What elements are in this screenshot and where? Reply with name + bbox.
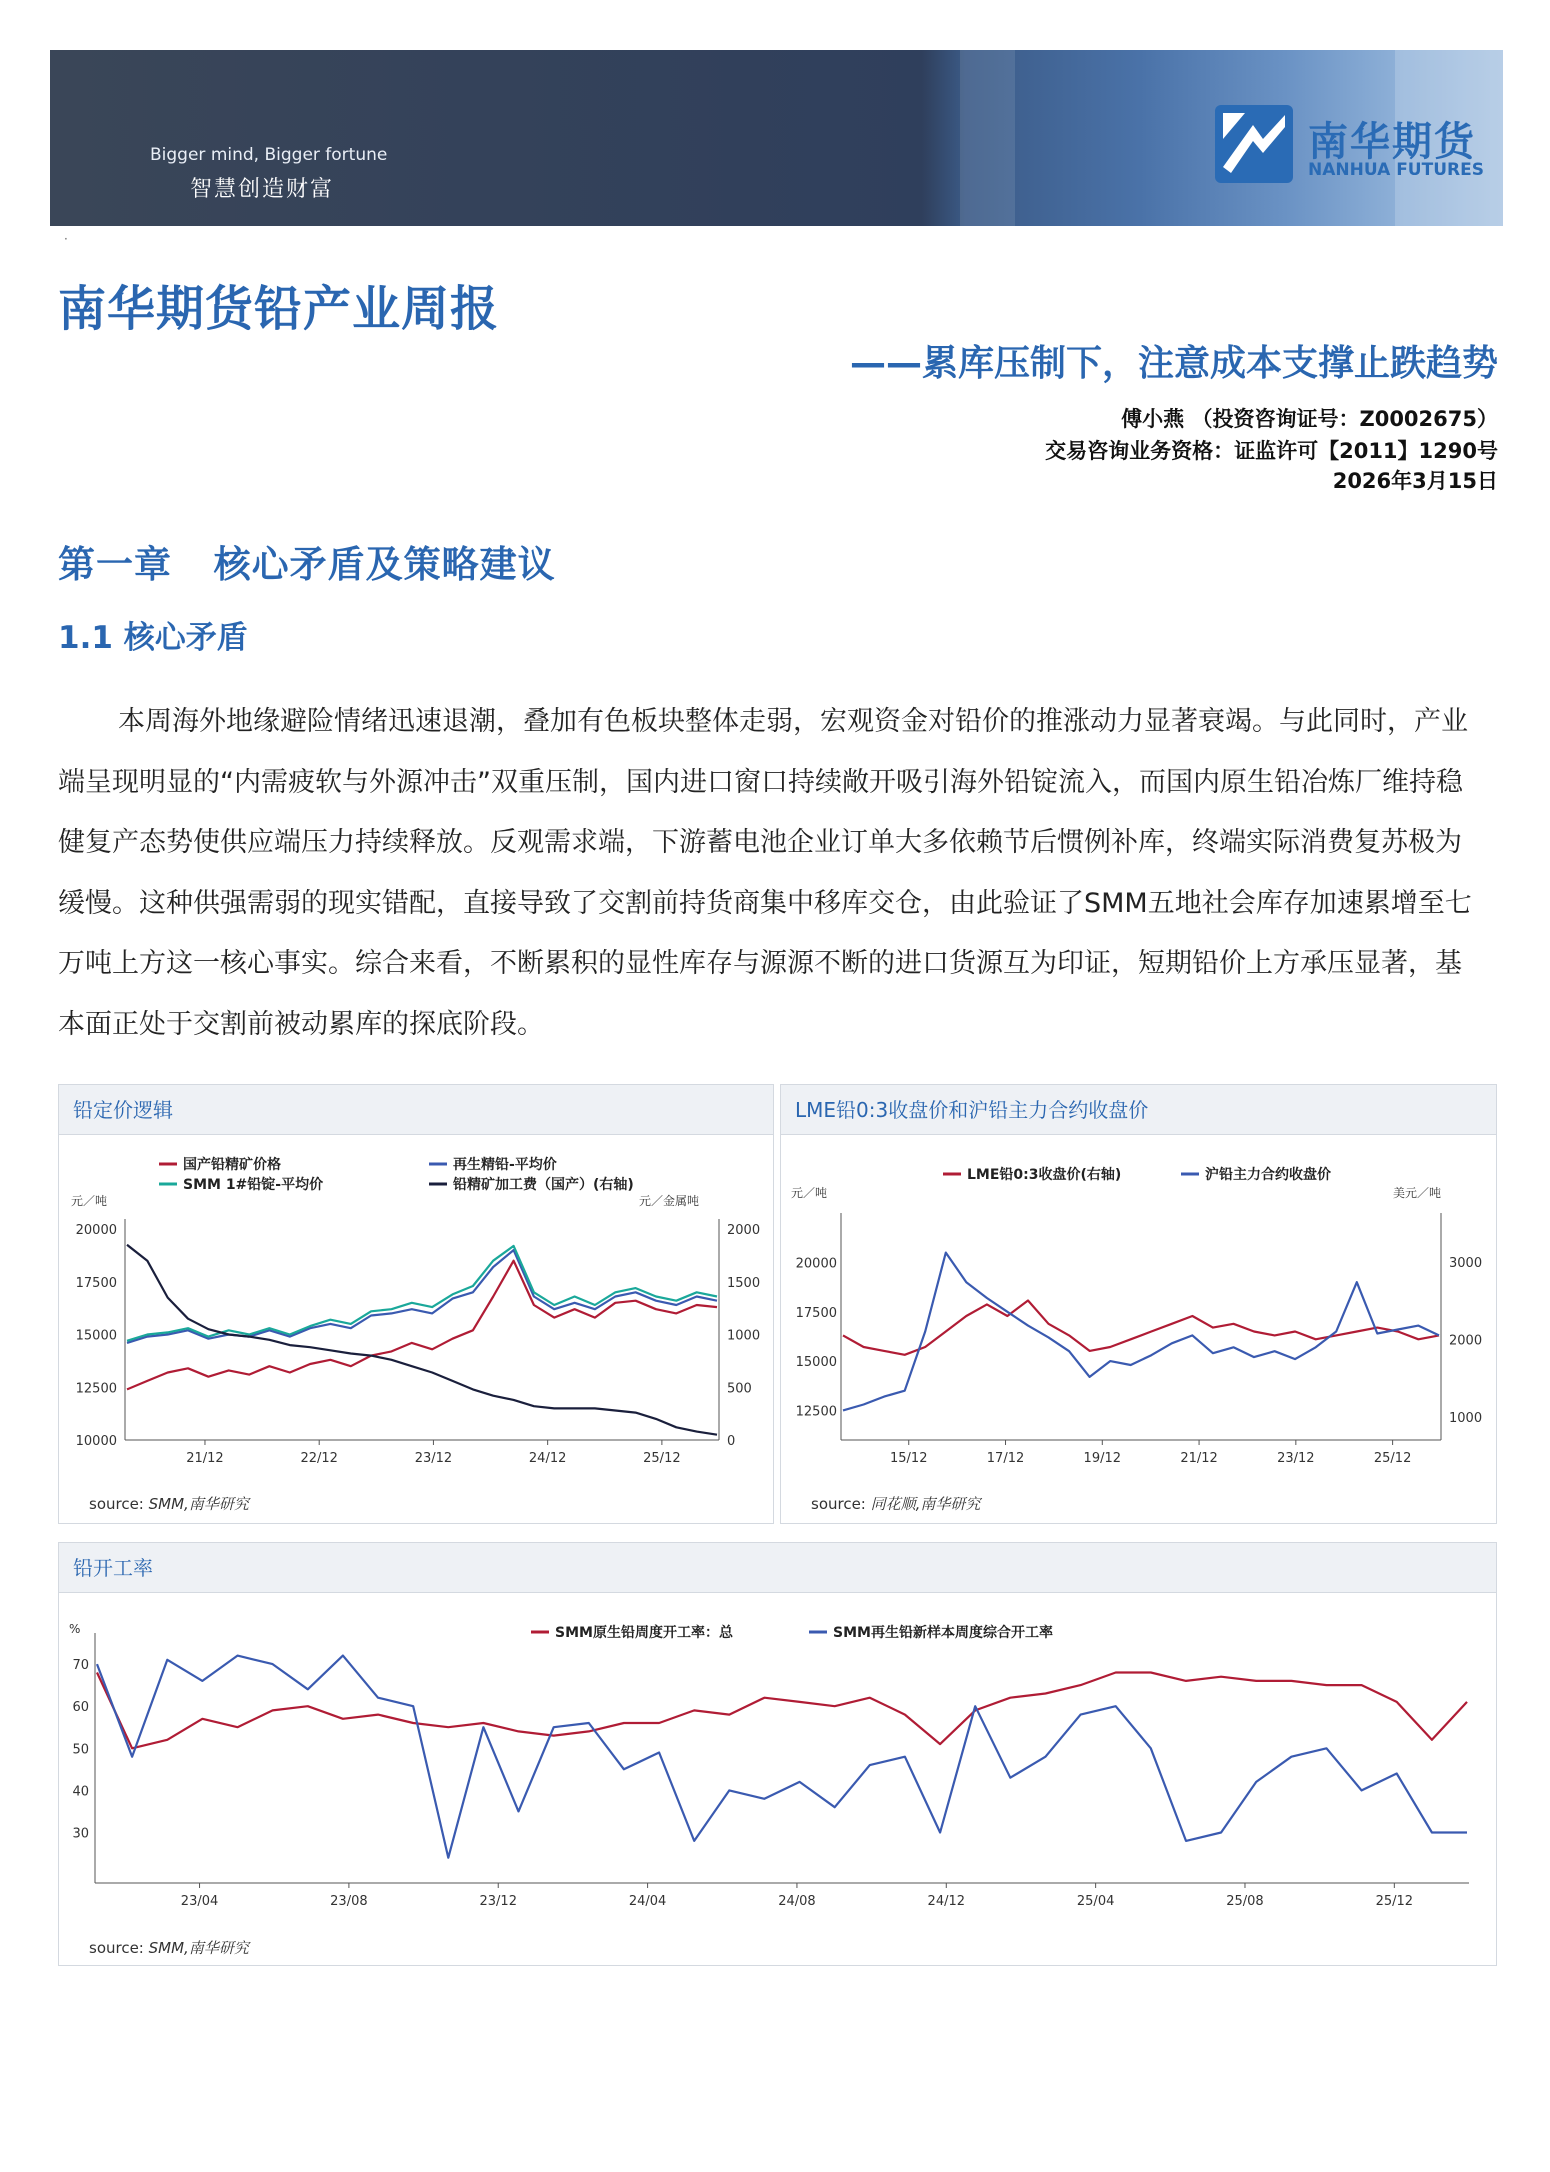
x-tick-label: 24/08 xyxy=(778,1894,816,1909)
legend-label: SMM 1#铅锭-平均价 xyxy=(183,1177,324,1193)
author-line: 傅小燕 （投资咨询证号：Z0002675） xyxy=(1121,407,1498,431)
y-tick-label-right: 0 xyxy=(727,1434,736,1449)
x-tick-label: 21/12 xyxy=(1180,1451,1218,1466)
y-tick-label-right: 1000 xyxy=(727,1328,761,1344)
series-line-3 xyxy=(127,1245,717,1435)
x-tick-label: 19/12 xyxy=(1083,1451,1122,1466)
legend-label: 铅精矿加工费（国产）(右轴) xyxy=(453,1177,634,1193)
author-block xyxy=(1045,402,1498,496)
legend-label: SMM再生铅新样本周度综合开工率 xyxy=(833,1625,1053,1641)
y-tick-label-right: 2000 xyxy=(1449,1333,1483,1349)
y-tick-label-left: 20000 xyxy=(75,1223,117,1238)
chart-panel-pricing-logic xyxy=(58,1084,774,1524)
header-banner xyxy=(50,50,1503,226)
source-value: SMM,南华研究 xyxy=(148,1939,249,1957)
y-tick-label-right: 1000 xyxy=(1449,1410,1483,1426)
source-label: source: xyxy=(89,1495,144,1513)
source-value: SMM,南华研究 xyxy=(148,1495,249,1513)
y-tick-label-right: 500 xyxy=(727,1381,752,1397)
y-axis-right-unit: 美元／吨 xyxy=(1392,1186,1441,1200)
y-tick-label-left: 15000 xyxy=(795,1355,837,1371)
y-tick-label-left: 12500 xyxy=(75,1381,117,1397)
y-tick-label-right: 1500 xyxy=(727,1275,761,1291)
x-tick-label: 21/12 xyxy=(186,1451,224,1466)
y-tick-label-left: 15000 xyxy=(75,1328,117,1344)
y-tick-label-right: 2000 xyxy=(727,1223,761,1238)
series-line-1 xyxy=(97,1656,1467,1858)
x-tick-label: 24/12 xyxy=(927,1894,966,1909)
y-tick-label-left: 60 xyxy=(72,1700,89,1716)
y-axis-left-unit: 元／吨 xyxy=(791,1186,828,1200)
x-tick-label: 15/12 xyxy=(890,1451,928,1466)
report-date: 2026年3月15日 xyxy=(1332,469,1498,493)
logo-text-en: NANHUA FUTURES xyxy=(1308,160,1484,180)
y-tick-label-right: 3000 xyxy=(1449,1255,1483,1271)
x-tick-label: 23/12 xyxy=(414,1451,453,1466)
chart-source xyxy=(89,1493,249,1514)
y-tick-label-left: 17500 xyxy=(75,1275,117,1291)
panel-title: LME铅0:3收盘价和沪铅主力合约收盘价 xyxy=(781,1085,1496,1135)
x-tick-label: 24/12 xyxy=(528,1451,567,1466)
y-tick-label-left: 40 xyxy=(72,1784,89,1800)
y-axis-left-unit: % xyxy=(69,1622,81,1636)
chart-pricing-logic xyxy=(59,1145,773,1477)
series-line-1 xyxy=(127,1250,717,1343)
x-tick-label: 25/04 xyxy=(1076,1894,1115,1909)
logo-text-cn: 南华期货 xyxy=(1308,119,1476,165)
legend-label: 国产铅精矿价格 xyxy=(183,1157,281,1173)
source-label: source: xyxy=(811,1495,866,1513)
chapter-heading: 第一章 核心矛盾及策略建议 xyxy=(58,543,556,586)
chart-source xyxy=(811,1493,980,1514)
y-tick-label-left: 30 xyxy=(72,1826,89,1842)
nanhua-logo-icon xyxy=(1215,105,1293,183)
y-axis-right-unit: 元／金属吨 xyxy=(638,1194,699,1208)
x-tick-label: 23/12 xyxy=(1277,1451,1315,1466)
y-tick-label-left: 10000 xyxy=(75,1434,117,1449)
body-paragraph: 本周海外地缘避险情绪迅速退潮，叠加有色板块整体走弱，宏观资金对铅价的推涨动力显著衰竭。与此同时，产业端呈现明显的“内需疲软与外源冲击”双重压制，国内进口窗口持续敞开吸引海外铅锭流入，而国内原生铅冶炼厂维持稳健复产态势使供应端压力持续释放。反观需求端，下游蓄电池企业订单大多依赖节后惯例补库，终端实际消费复苏极为缓慢。这种供强需弱的现实错配，直接导致了交割前持货商集中移库交仓，由此验证了SMM五地社会库存加速累增至七万吨上方这一核心事实。综合来看，不断累积的显性库存与源源不断的进口货源互为印证，短期铅价上方承压显著，基本面正处于交割前被动累库的探底阶段。 xyxy=(58,706,1472,1040)
chart-lme-shfe xyxy=(781,1145,1496,1477)
panel-title: 铅开工率 xyxy=(59,1543,1496,1593)
legend-label: 沪铅主力合约收盘价 xyxy=(1205,1167,1331,1183)
x-tick-label: 23/12 xyxy=(479,1894,517,1909)
chart-source xyxy=(89,1937,249,1958)
series-line-0 xyxy=(843,1301,1439,1355)
panel-title: 铅定价逻辑 xyxy=(59,1085,773,1135)
legend-label: SMM原生铅周度开工率：总 xyxy=(555,1625,733,1641)
y-tick-label-left: 20000 xyxy=(795,1256,837,1272)
x-tick-label: 25/12 xyxy=(1375,1894,1414,1909)
report-title: 南华期货铅产业周报 xyxy=(58,281,500,337)
y-tick-label-left: 50 xyxy=(72,1742,89,1758)
legend-label: LME铅0:3收盘价(右轴) xyxy=(967,1167,1122,1183)
x-tick-label: 25/12 xyxy=(1373,1451,1412,1466)
chart-panel-lme-shfe xyxy=(780,1084,1497,1524)
y-tick-label-left: 70 xyxy=(72,1658,89,1674)
x-tick-label: 22/12 xyxy=(300,1451,338,1466)
legend-label: 再生精铅-平均价 xyxy=(453,1157,557,1173)
y-axis-left-unit: 元／吨 xyxy=(71,1194,108,1208)
slogan-cn: 智慧创造财富 xyxy=(190,177,335,202)
chart-panel-operating-rate xyxy=(58,1542,1497,1966)
x-tick-label: 17/12 xyxy=(986,1451,1025,1466)
series-line-0 xyxy=(97,1673,1467,1749)
x-tick-label: 23/08 xyxy=(330,1894,368,1909)
source-label: source: xyxy=(89,1939,144,1957)
series-line-1 xyxy=(843,1253,1439,1411)
y-tick-label-left: 12500 xyxy=(795,1404,837,1420)
source-value: 同花顺,南华研究 xyxy=(870,1495,981,1513)
x-tick-label: 23/04 xyxy=(180,1894,219,1909)
x-tick-label: 25/12 xyxy=(643,1451,681,1466)
x-tick-label: 24/04 xyxy=(628,1894,667,1909)
section-heading: 1.1 核心矛盾 xyxy=(58,620,248,656)
x-tick-label: 25/08 xyxy=(1226,1894,1264,1909)
banner-band xyxy=(960,50,1015,226)
y-tick-label-left: 17500 xyxy=(795,1305,837,1321)
report-subtitle: ——累库压制下，注意成本支撑止跌趋势 xyxy=(849,343,1498,384)
chart-operating-rate xyxy=(59,1599,1496,1921)
license-line: 交易咨询业务资格：证监许可【2011】1290号 xyxy=(1045,439,1498,463)
page-dot: · xyxy=(64,232,68,246)
slogan-en: Bigger mind, Bigger fortune xyxy=(150,145,388,165)
